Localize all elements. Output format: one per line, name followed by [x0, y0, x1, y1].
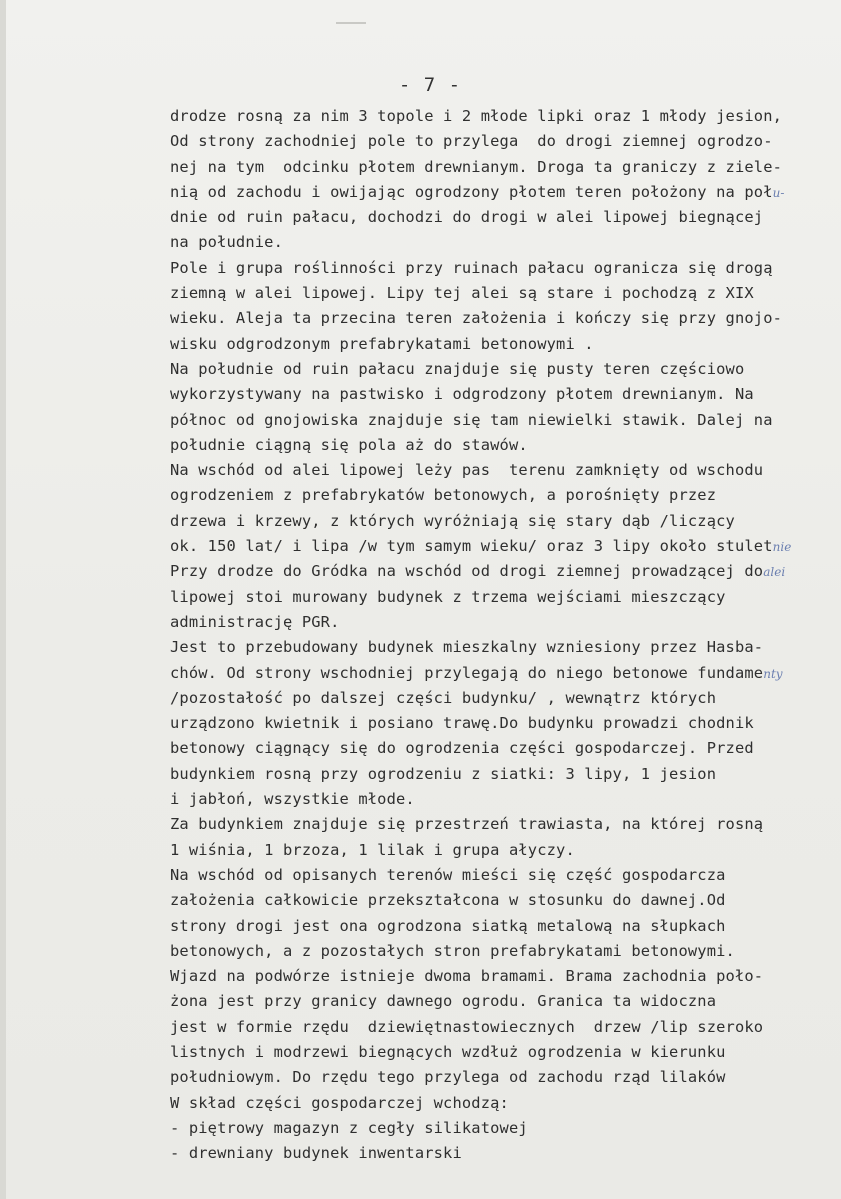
text-line: [170, 661, 830, 686]
text-line: [170, 408, 830, 433]
line-text: założenia całkowicie przekształcona w stosunku do dawnej.Od: [170, 891, 726, 910]
line-text: drzewa i krzewy, z których wyróżniają się stary dąb /liczący: [170, 511, 735, 530]
line-text: wisku odgrodzonym prefabrykatami betonowymi .: [170, 334, 594, 353]
line-text: administrację PGR.: [170, 612, 340, 631]
line-text: nią od zachodu i owijając ogrodzony płotem teren położony na poł: [170, 182, 773, 201]
top-mark: [336, 22, 366, 24]
line-text: /pozostałość po dalszej części budynku/ , wewnątrz których: [170, 688, 717, 707]
line-text: Przy drodze do Gródka na wschód od drogi ziemnej prowadzącej do: [170, 562, 764, 581]
line-text: jest w formie rzędu dziewiętnastowiecznych drzew /lip szeroko: [170, 1017, 764, 1036]
line-text: na południe.: [170, 233, 283, 252]
text-line: [170, 812, 830, 837]
line-text: - piętrowy magazyn z cegły silikatowej: [170, 1118, 528, 1137]
text-line: [170, 509, 830, 534]
text-line: [170, 863, 830, 888]
line-text: drodze rosną za nim 3 topole i 2 młode lipki oraz 1 młody jesion,: [170, 107, 783, 125]
text-line: [170, 838, 830, 863]
text-line: [170, 762, 830, 787]
line-text: nej na tym odcinku płotem drewnianym. Droga ta graniczy z ziele-: [170, 157, 783, 176]
text-line: [170, 686, 830, 711]
text-line: [170, 281, 830, 306]
text-line: [170, 585, 830, 610]
text-line: [170, 433, 830, 458]
line-text: betonowy ciągnący się do ogrodzenia części gospodarczej. Przed: [170, 739, 754, 758]
line-text: południe ciągną się pola aż do stawów.: [170, 435, 528, 454]
line-text: strony drogi jest ona ogrodzona siatką metalową na słupkach: [170, 916, 726, 935]
line-text: wieku. Aleja ta przecina teren założenia i kończy się przy gnojo-: [170, 309, 783, 328]
line-text: Wjazd na podwórze istnieje dwoma bramami. Brama zachodnia poło-: [170, 967, 764, 986]
text-line: [170, 964, 830, 989]
text-line: [170, 332, 830, 357]
text-line: [170, 205, 830, 230]
line-text: W skład części gospodarczej wchodzą:: [170, 1093, 509, 1112]
text-line: [170, 155, 830, 180]
text-line: [170, 989, 830, 1014]
line-text: dnie od ruin pałacu, dochodzi do drogi w alei lipowej biegnącej: [170, 208, 764, 227]
text-line: [170, 306, 830, 331]
line-text: betonowych, a z pozostałych stron prefabrykatami betonowymi.: [170, 941, 735, 960]
page-number: - 7 -: [398, 74, 462, 96]
line-text: wykorzystywany na pastwisko i odgrodzony płotem drewnianym. Na: [170, 385, 754, 404]
line-text: południowym. Do rzędu tego przylega od zachodu rząd lilaków: [170, 1068, 726, 1087]
line-text: chów. Od strony wschodniej przylegają do niego betonowe fundame: [170, 663, 764, 682]
line-text: ogrodzeniem z prefabrykatów betonowych, a porośnięty przez: [170, 486, 717, 505]
line-text: żona jest przy granicy dawnego ogrodu. Granica ta widoczna: [170, 992, 717, 1011]
handwritten-correction: nie: [772, 540, 792, 555]
text-line: [170, 914, 830, 939]
text-line: [170, 888, 830, 913]
text-line: [170, 1116, 830, 1141]
line-text: ok. 150 lat/ i lipa /w tym samym wieku/ oraz 3 lipy około stulet: [170, 537, 773, 556]
text-line: [170, 711, 830, 736]
text-line: [170, 635, 830, 660]
line-text: 1 wiśnia, 1 brzoza, 1 lilak i grupa ałyczy.: [170, 840, 575, 859]
handwritten-correction: u-: [772, 185, 785, 200]
text-line: [170, 129, 830, 154]
line-text: Na wschód od opisanych terenów mieści się część gospodarcza: [170, 865, 726, 884]
text-line: [170, 104, 830, 129]
text-line: [170, 1040, 830, 1065]
text-line: [170, 1065, 830, 1090]
text-line: [170, 230, 830, 255]
text-line: [170, 736, 830, 761]
text-line: [170, 939, 830, 964]
text-line: [170, 180, 830, 205]
line-text: listnych i modrzewi biegnących wzdłuż ogrodzenia w kierunku: [170, 1042, 726, 1061]
line-text: Pole i grupa roślinności przy ruinach pałacu ogranicza się drogą: [170, 258, 773, 277]
text-line: [170, 458, 830, 483]
line-text: - drewniany budynek inwentarski: [170, 1144, 462, 1163]
line-text: Na wschód od alei lipowej leży pas terenu zamknięty od wschodu: [170, 461, 764, 480]
line-text: Na południe od ruin pałacu znajduje się pusty teren częściowo: [170, 359, 745, 378]
line-text: i jabłoń, wszystkie młode.: [170, 790, 415, 809]
text-line: [170, 610, 830, 635]
text-line: [170, 382, 830, 407]
typed-text-body: [170, 104, 830, 1166]
line-text: urządzono kwietnik i posiano trawę.Do budynku prowadzi chodnik: [170, 714, 754, 733]
line-text: Za budynkiem znajduje się przestrzeń trawiasta, na której rosną: [170, 815, 764, 834]
text-line: [170, 559, 830, 584]
line-text: Jest to przebudowany budynek mieszkalny wzniesiony przez Hasba-: [170, 638, 764, 657]
text-line: [170, 483, 830, 508]
line-text: północ od gnojowiska znajduje się tam niewielki stawik. Dalej na: [170, 410, 773, 429]
handwritten-correction: nty: [763, 666, 783, 681]
text-line: [170, 256, 830, 281]
page-left-edge: [0, 0, 6, 1199]
handwritten-correction: alei: [763, 565, 786, 580]
line-text: budynkiem rosną przy ogrodzeniu z siatki: 3 lipy, 1 jesion: [170, 764, 717, 783]
text-line: [170, 1141, 830, 1166]
text-line: [170, 357, 830, 382]
line-text: lipowej stoi murowany budynek z trzema wejściami mieszczący: [170, 587, 726, 606]
text-line: [170, 1091, 830, 1116]
text-line: [170, 534, 830, 559]
text-line: [170, 787, 830, 812]
line-text: ziemną w alei lipowej. Lipy tej alei są stare i pochodzą z XIX: [170, 284, 754, 303]
text-line: [170, 1015, 830, 1040]
line-text: Od strony zachodniej pole to przylega do drogi ziemnej ogrodzo-: [170, 132, 773, 151]
